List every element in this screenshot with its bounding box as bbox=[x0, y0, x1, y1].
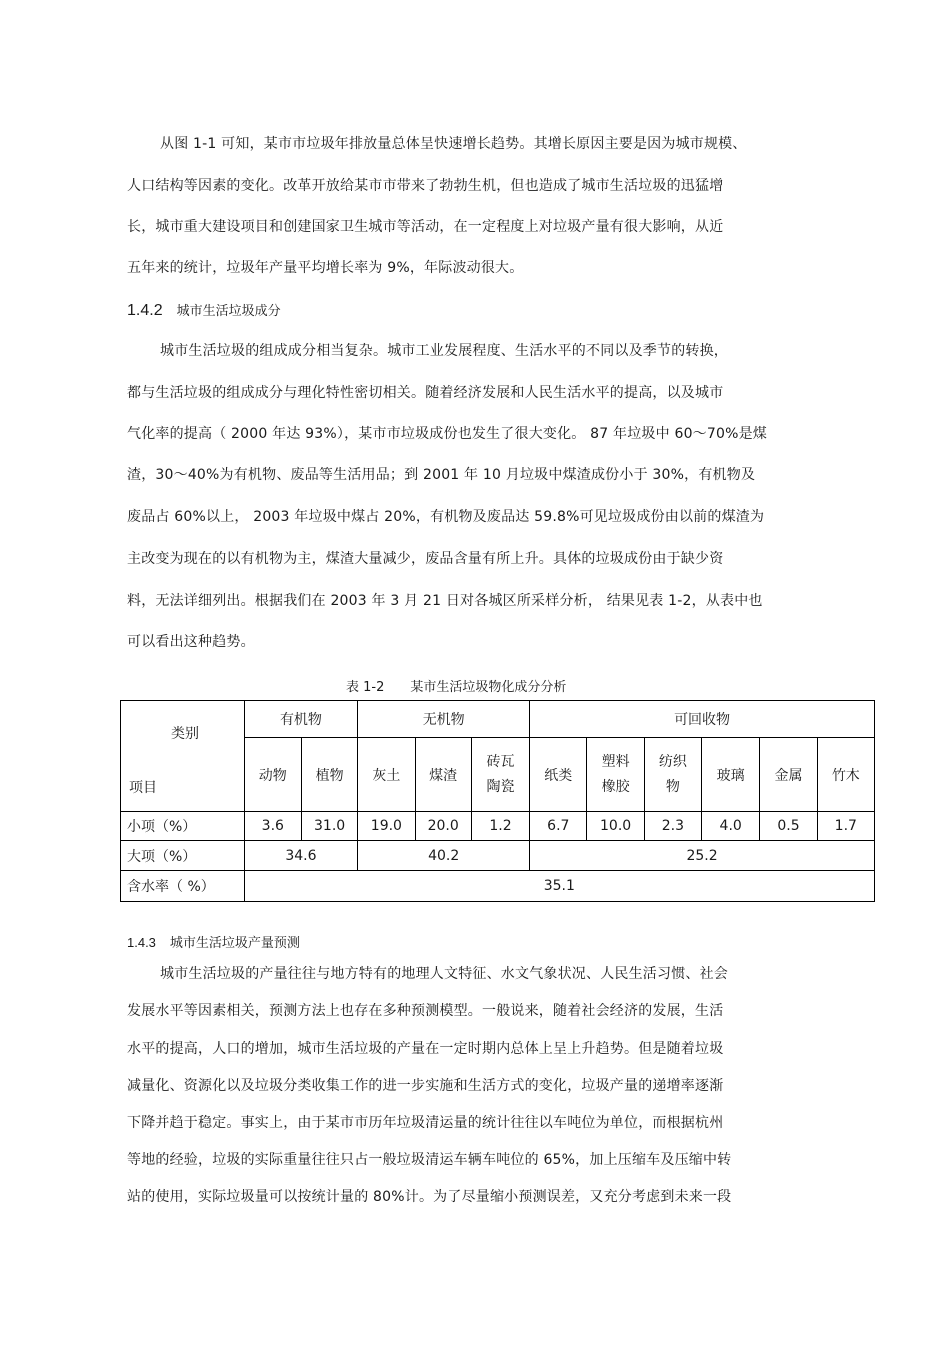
para3-line-2: 发展水平等因素相关，预测方法上也存在多种预测模型。一般说来，随着社会经济的发展，生活 bbox=[127, 1003, 724, 1019]
table-caption-number: 表 1-2 bbox=[346, 680, 385, 695]
table-cell: 20.0 bbox=[415, 812, 471, 841]
item-header-text: 砖瓦 bbox=[486, 753, 515, 770]
item-header-text: 橡胶 bbox=[601, 778, 630, 795]
para2-line-2: 都与生活垃圾的组成成分与理化特性密切相关。随着经济发展和人民生活水平的提高，以及城市 bbox=[127, 385, 724, 401]
para3-line-1: 城市生活垃圾的产量往往与地方特有的地理人文特征、水文气象状况、人民生活习惯、社会 bbox=[160, 966, 728, 982]
item-header bbox=[702, 738, 760, 812]
table-cell: 1.7 bbox=[817, 812, 874, 841]
para2-line-6: 主改变为现在的以有机物为主，煤渣大量减少，废品含量有所上升。具体的垃圾成份由于缺少资 bbox=[127, 551, 724, 567]
section-heading-1-4-2 bbox=[127, 300, 281, 320]
para2-line-5: 废品占 60%以上， 2003 年垃圾中煤占 20%，有机物及废品达 59.8%可见垃圾成份由以前的煤渣为 bbox=[127, 509, 765, 525]
table-cell: 3.6 bbox=[244, 812, 301, 841]
table-cell: 1.2 bbox=[471, 812, 529, 841]
corner-item-label: 项目 bbox=[129, 780, 157, 796]
row-label-water: 含水率（ %） bbox=[121, 871, 245, 902]
item-header-text: 金属 bbox=[774, 767, 803, 784]
table-corner-header bbox=[121, 701, 245, 812]
item-header bbox=[644, 738, 701, 812]
para2-line-3: 气化率的提高（ 2000 年达 93%），某市市垃圾成份也发生了很大变化。 87 年垃圾中 60～70%是煤 bbox=[127, 426, 767, 442]
para3-line-3: 水平的提高，人口的增加，城市生活垃圾的产量在一定时期内总体上呈上升趋势。但是随着垃圾 bbox=[127, 1041, 724, 1057]
para3-line-4: 减量化、资源化以及垃圾分类收集工作的进一步实施和生活方式的变化，垃圾产量的递增率逐渐 bbox=[127, 1078, 724, 1094]
item-header bbox=[415, 738, 471, 812]
item-header bbox=[817, 738, 874, 812]
section-title: 城市生活垃圾产量预测 bbox=[169, 936, 300, 951]
table-row-water-content bbox=[121, 871, 875, 902]
item-header-text: 纸类 bbox=[544, 767, 573, 784]
item-header bbox=[358, 738, 415, 812]
table-cell: 25.2 bbox=[530, 841, 875, 871]
table-row-small-items bbox=[121, 812, 875, 841]
item-header-text: 物 bbox=[665, 778, 680, 795]
table-cell: 31.0 bbox=[301, 812, 357, 841]
table-caption bbox=[346, 676, 566, 695]
group-header-recyclable: 可回收物 bbox=[530, 701, 875, 738]
section-number: 1.4.3 bbox=[127, 935, 156, 950]
table-cell: 19.0 bbox=[358, 812, 415, 841]
item-header bbox=[301, 738, 357, 812]
item-header-text: 灰土 bbox=[372, 767, 401, 784]
para1-line-2: 人口结构等因素的变化。改革开放给某市市带来了勃勃生机，但也造成了城市生活垃圾的迅猛增 bbox=[127, 178, 724, 194]
row-label-small: 小项（%） bbox=[121, 812, 245, 841]
table-cell: 10.0 bbox=[587, 812, 644, 841]
item-header-text: 玻璃 bbox=[716, 767, 745, 784]
table-cell: 35.1 bbox=[244, 871, 874, 902]
table-row-large-items bbox=[121, 841, 875, 871]
para2-line-1: 城市生活垃圾的组成成分相当复杂。城市工业发展程度、生活水平的不同以及季节的转换， bbox=[160, 343, 728, 359]
para3-line-5: 下降并趋于稳定。事实上，由于某市市历年垃圾清运量的统计往往以车吨位为单位，而根据杭州 bbox=[127, 1115, 724, 1131]
table-cell: 34.6 bbox=[244, 841, 358, 871]
para3-line-7: 站的使用，实际垃圾量可以按统计量的 80%计。为了尽量缩小预测误差，又充分考虑到未来一段 bbox=[127, 1189, 732, 1205]
section-title: 城市生活垃圾成分 bbox=[176, 304, 281, 319]
group-header-organic: 有机物 bbox=[244, 701, 358, 738]
para1-line-4: 五年来的统计，垃圾年产量平均增长率为 9%，年际波动很大。 bbox=[127, 260, 524, 276]
table-cell: 4.0 bbox=[702, 812, 760, 841]
item-header-text: 纺织 bbox=[658, 753, 687, 770]
item-header-text: 竹木 bbox=[831, 767, 860, 784]
composition-table bbox=[120, 700, 875, 902]
corner-category-label: 类别 bbox=[171, 726, 199, 742]
table-cell: 2.3 bbox=[644, 812, 701, 841]
item-header bbox=[530, 738, 587, 812]
item-header-text: 植物 bbox=[315, 767, 344, 784]
item-header bbox=[760, 738, 817, 812]
item-header-text: 动物 bbox=[258, 767, 287, 784]
table-caption-title: 某市生活垃圾物化成分分析 bbox=[410, 680, 567, 695]
item-header-text: 塑料 bbox=[601, 753, 630, 770]
item-header-text: 煤渣 bbox=[429, 767, 458, 784]
section-heading-1-4-3 bbox=[127, 932, 300, 951]
item-header bbox=[471, 738, 529, 812]
para2-line-7: 料，无法详细列出。根据我们在 2003 年 3 月 21 日对各城区所采样分析， 结果见表 1-2，从表中也 bbox=[127, 593, 763, 609]
group-header-inorganic: 无机物 bbox=[358, 701, 530, 738]
para2-line-8: 可以看出这种趋势。 bbox=[127, 634, 255, 650]
table-cell: 6.7 bbox=[530, 812, 587, 841]
row-label-large: 大项（%） bbox=[121, 841, 245, 871]
item-header bbox=[244, 738, 301, 812]
item-header bbox=[587, 738, 644, 812]
item-header-text: 陶瓷 bbox=[486, 778, 515, 795]
table-cell: 0.5 bbox=[760, 812, 817, 841]
table-cell: 40.2 bbox=[358, 841, 530, 871]
section-number: 1.4.2 bbox=[127, 302, 163, 319]
para3-line-6: 等地的经验，垃圾的实际重量往往只占一般垃圾清运车辆车吨位的 65%，加上压缩车及压缩中转 bbox=[127, 1152, 732, 1168]
para1-line-3: 长，城市重大建设项目和创建国家卫生城市等活动，在一定程度上对垃圾产量有很大影响，从近 bbox=[127, 219, 724, 235]
para2-line-4: 渣，30～40%为有机物、废品等生活用品；到 2001 年 10 月垃圾中煤渣成份小于 30%，有机物及 bbox=[127, 467, 756, 483]
para1-line-1: 从图 1-1 可知，某市市垃圾年排放量总体呈快速增长趋势。其增长原因主要是因为城市规模、 bbox=[160, 136, 747, 152]
